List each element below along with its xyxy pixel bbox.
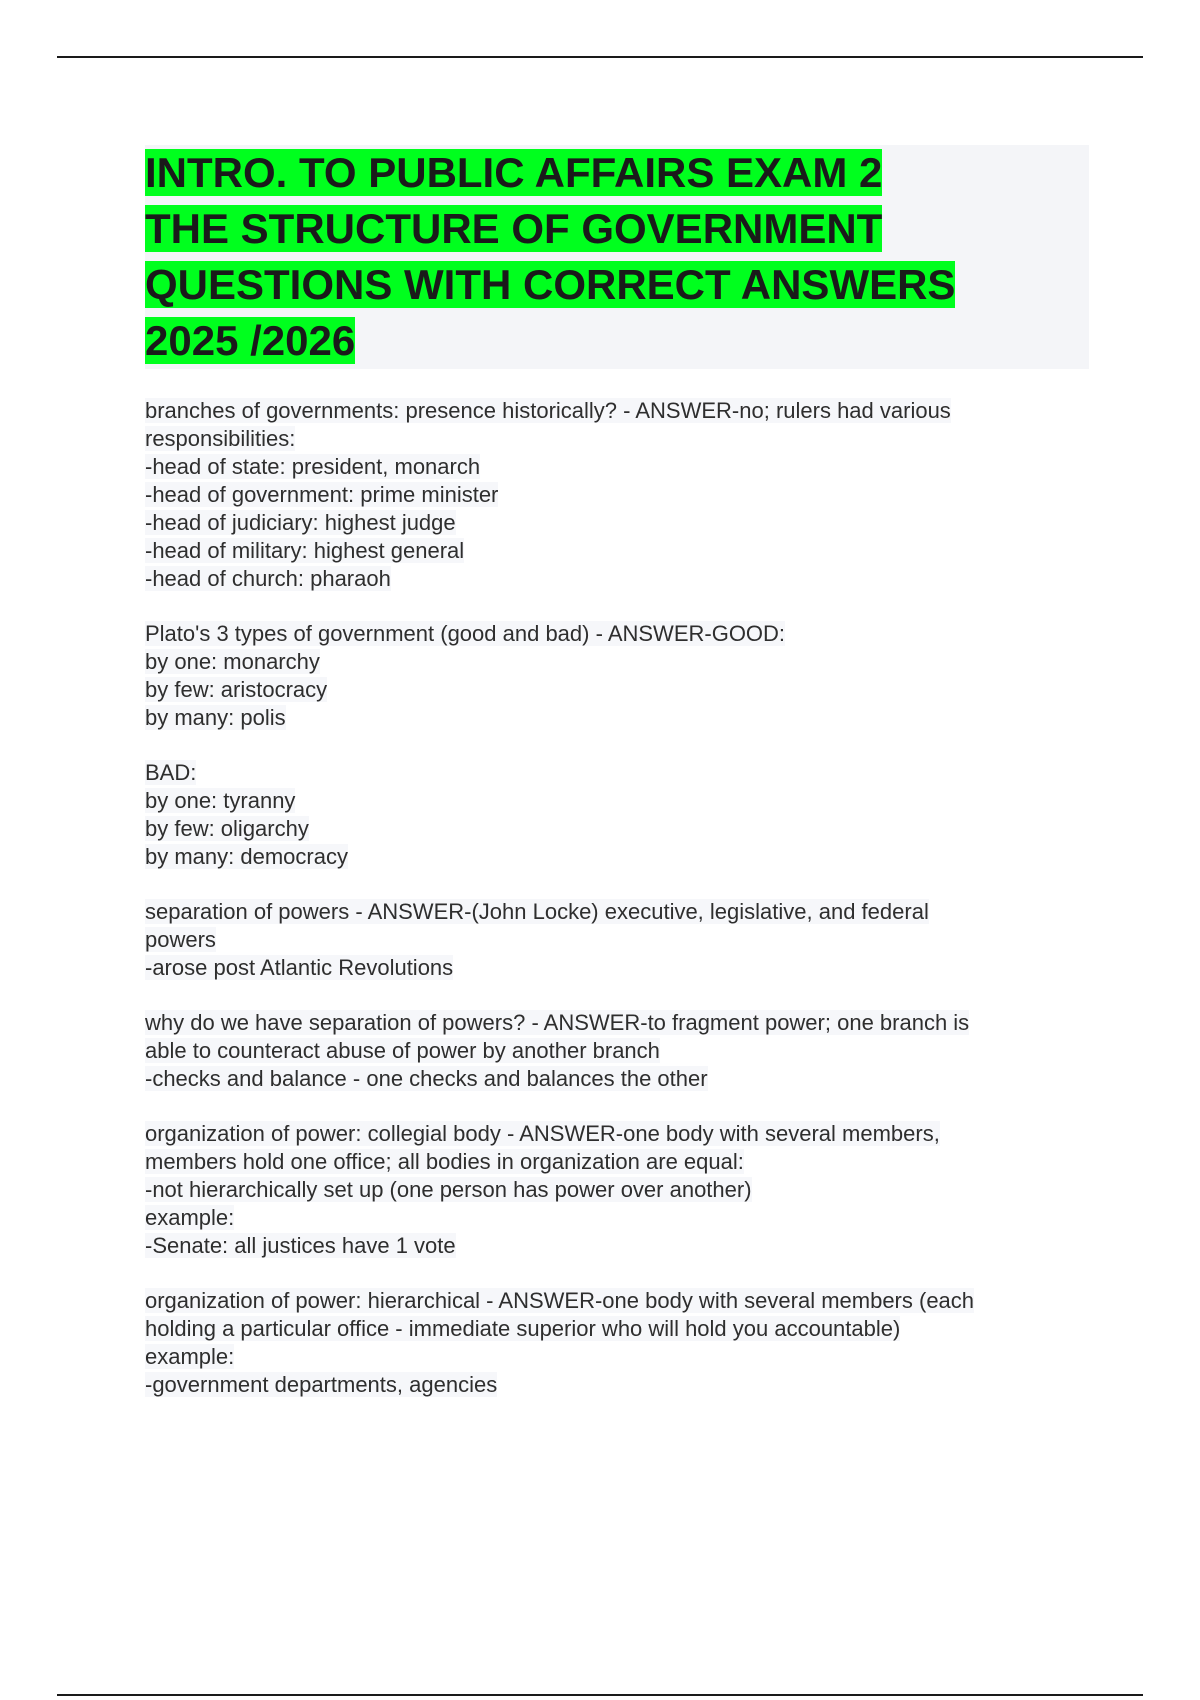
qa-line: by many: polis: [145, 705, 286, 730]
qa-line: BAD:: [145, 760, 197, 785]
qa-line: example:: [145, 1205, 235, 1230]
document-title: [145, 145, 1089, 369]
top-rule: [57, 56, 1143, 58]
qa-line: holding a particular office - immediate superior who will hold you accountable): [145, 1316, 901, 1341]
bottom-rule: [57, 1694, 1143, 1696]
qa-line: by few: aristocracy: [145, 677, 328, 702]
qa-line: -head of military: highest general: [145, 538, 465, 563]
qa-entry-branches: [145, 397, 1089, 593]
qa-line: by one: monarchy: [145, 649, 320, 674]
qa-line: -checks and balance - one checks and balances the other: [145, 1066, 708, 1091]
qa-entry-collegial-body: [145, 1120, 1089, 1260]
qa-line: -head of government: prime minister: [145, 482, 499, 507]
qa-line: -head of judiciary: highest judge: [145, 510, 456, 535]
qa-line: -arose post Atlantic Revolutions: [145, 955, 454, 980]
qa-entry-why-separation: [145, 1009, 1089, 1093]
title-line: QUESTIONS WITH CORRECT ANSWERS: [145, 261, 956, 308]
qa-line: -government departments, agencies: [145, 1372, 498, 1397]
qa-line: -head of state: president, monarch: [145, 454, 481, 479]
qa-line: -head of church: pharaoh: [145, 566, 391, 591]
qa-line: responsibilities:: [145, 426, 296, 451]
title-line: INTRO. TO PUBLIC AFFAIRS EXAM 2: [145, 149, 883, 196]
qa-line: separation of powers - ANSWER-(John Locke) executive, legislative, and federal: [145, 899, 929, 924]
qa-line: members hold one office; all bodies in organization are equal:: [145, 1149, 744, 1174]
qa-entry-plato-bad: [145, 759, 1089, 871]
qa-line: by many: democracy: [145, 844, 348, 869]
qa-line: by one: tyranny: [145, 788, 296, 813]
qa-line: -not hierarchically set up (one person has power over another): [145, 1177, 752, 1202]
title-block: [145, 145, 1089, 369]
document-body: [145, 145, 1089, 1426]
qa-entry-separation-of-powers: [145, 898, 1089, 982]
title-line: THE STRUCTURE OF GOVERNMENT: [145, 205, 883, 252]
qa-line: powers: [145, 927, 216, 952]
qa-line: branches of governments: presence historically? - ANSWER-no; rulers had various: [145, 398, 951, 423]
qa-line: organization of power: hierarchical - ANSWER-one body with several members (each: [145, 1288, 975, 1313]
qa-line: organization of power: collegial body - ANSWER-one body with several members,: [145, 1121, 940, 1146]
qa-entry-hierarchical: [145, 1287, 1089, 1399]
qa-line: example:: [145, 1344, 235, 1369]
qa-line: able to counteract abuse of power by another branch: [145, 1038, 660, 1063]
qa-line: why do we have separation of powers? - ANSWER-to fragment power; one branch is: [145, 1010, 970, 1035]
qa-line: -Senate: all justices have 1 vote: [145, 1233, 456, 1258]
qa-line: by few: oligarchy: [145, 816, 309, 841]
title-line: 2025 /2026: [145, 317, 356, 364]
qa-entry-plato-good: [145, 620, 1089, 732]
qa-line: Plato's 3 types of government (good and bad) - ANSWER-GOOD:: [145, 621, 786, 646]
